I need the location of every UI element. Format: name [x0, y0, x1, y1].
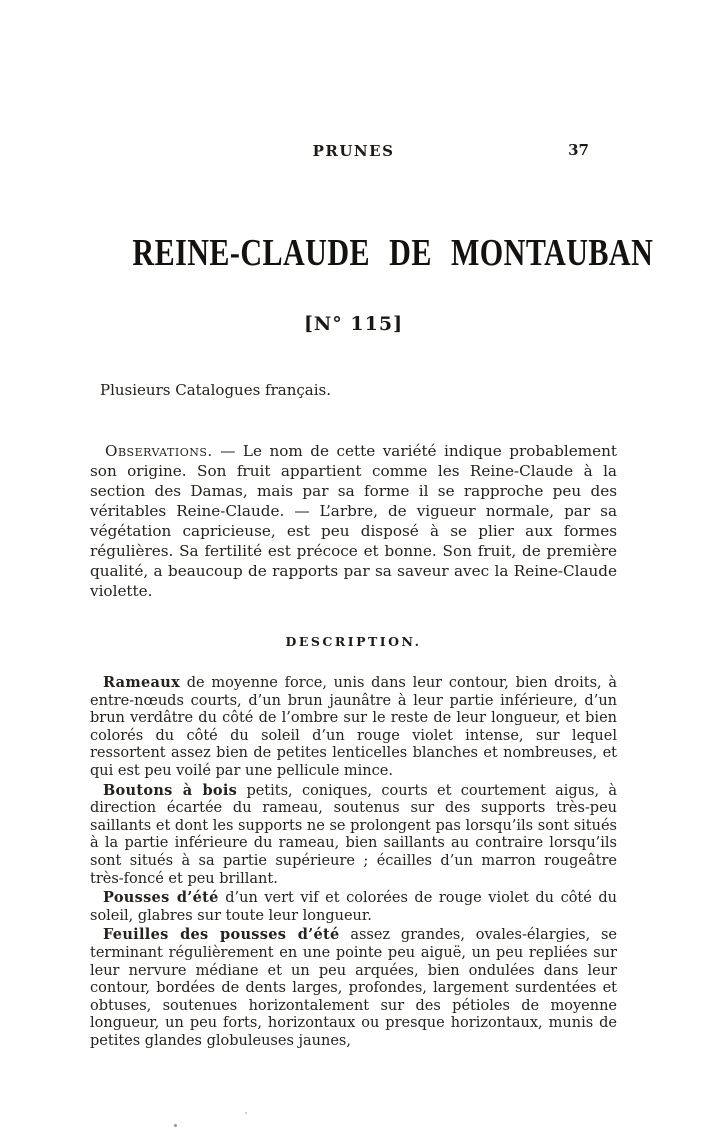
entry-feuilles-lead: Feuilles des pousses d’été [103, 926, 340, 944]
entry-boutons-a-bois [90, 782, 617, 889]
running-head-title: PRUNES [312, 142, 395, 160]
entry-pousses-ete-text: d’un vert vif et colorées de rouge violet du côté du soleil, glabres sur toute leur longueur. [90, 890, 617, 924]
text-block [90, 0, 654, 1051]
entry-pousses-ete-lead: Pousses d’été [103, 889, 219, 907]
entry-feuilles [90, 926, 617, 1050]
entry-rameaux-text: de moyenne force, unis dans leur contour, bien droits, à entre-nœuds courts, d’un brun jaunâtre à leur partie inférieure, d’un brun verdâtre du côté de l’ombre sur le reste de leur longueur, et bien colorés du côté du soleil d’un rouge violet intense, sur lequel ressortent assez bien de petites lenticelles blanches et nombreuses, et qui est peu voilé par une pellicule mince. [90, 675, 617, 779]
description-heading: DESCRIPTION. [285, 634, 422, 649]
entry-pousses-ete [90, 889, 617, 925]
entry-boutons-a-bois-lead: Boutons à bois [103, 781, 238, 799]
catalog-reference: Plusieurs Catalogues français. [100, 381, 331, 399]
description-entries [90, 674, 617, 1050]
variety-title-text: REINE-CLAUDE DE MONTAUBAN [132, 231, 654, 274]
scan-speck [174, 1124, 177, 1127]
variety-number: [N° 115] [303, 313, 404, 335]
running-head [90, 141, 617, 161]
entry-boutons-a-bois-text: petits, coniques, courts et courtement aigus, à direction écartée du rameau, soutenus sur des supports très-peu saillants et dont les supports ne se prolongent pas lorsqu’ils sont situés à la partie inférieure du rameau, bien saillants au contraire lorsqu’ils sont situés à sa partie supérieure ; écailles d’un marron rougeâtre très-foncé et peu brillant. [90, 782, 618, 887]
entry-rameaux [90, 674, 617, 781]
scan-speck [245, 1112, 247, 1114]
page-number: 37 [568, 141, 589, 159]
observations-text: — Le nom de cette variété indique probablement son origine. Son fruit appartient comme les Reine-Claude à la section des Damas, mais par sa forme il se rapproche peu des véritables Reine-Claude. — L’arbre, de vigueur normale, par sa végétation capricieuse, est peu disposé à se plier aux formes régulières. Sa fertilité est précoce et bonne. Son fruit, de première qualité, a beaucoup de rapports par sa saveur avec la Reine-Claude violette. [90, 442, 617, 600]
entry-rameaux-lead: Rameaux [103, 674, 181, 691]
observations-paragraph [90, 441, 617, 601]
observations-lead: Observations. [105, 442, 213, 460]
entry-feuilles-text: assez grandes, ovales-élargies, se terminant régulièrement en une pointe peu aiguë, un peu repliées sur leur nervure médiane et un peu arquées, bien ondulées dans leur contour, bordées de dents larges, profondes, largement surdentées et obtuses, soutenues horizontalement sur des pétioles de moyenne longueur, un peu forts, horizontaux ou presque horizontaux, munis de petites glandes globuleuses jaunes, [90, 927, 617, 1049]
variety-title [90, 231, 654, 274]
